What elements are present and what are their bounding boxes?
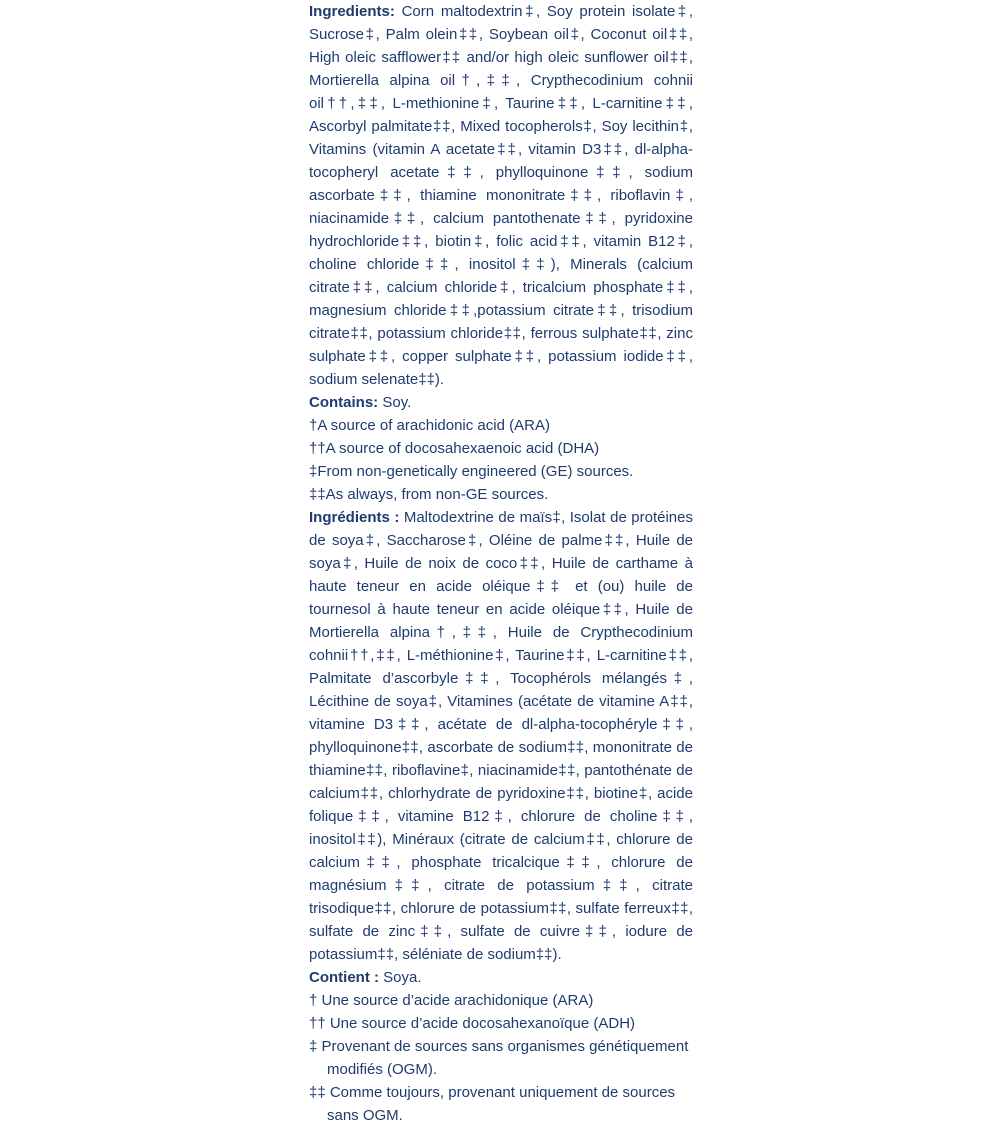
english-footnote-dha: ††A source of docosahexaenoic acid (DHA) bbox=[309, 440, 600, 457]
french-footnote-toujours: ‡‡ Comme toujours, provenant uniquement de sources sans OGM. bbox=[309, 1084, 676, 1124]
english-ingredients-heading: Ingredients: bbox=[309, 3, 395, 20]
english-ingredients-text: Corn maltodextrin‡, Soy protein isolate‡, Sucrose‡, Palm olein‡‡, Soybean oil‡, Coconut oil‡‡, High oleic safflower‡‡ and/or high oleic sunflower oil‡‡, Mortierella alpina oil†,‡‡, Crypthecodinium cohnii oil††,‡‡, L-methionine‡, Taurine‡‡, L-carnitine‡‡, Ascorbyl palmitate‡‡, Mixed tocopherols‡, Soy lecithin‡, Vitamins (vitamin A acetate‡‡, vitamin D3‡‡, dl-alpha-tocopheryl acetate‡‡, phylloquinone‡‡, sodium ascorbate‡‡, thiamine mononitrate‡‡, riboflavin‡, niacinamide‡‡, calcium pantothenate‡‡, pyridoxine hydrochloride‡‡, biotin‡, folic acid‡‡, vitamin B12‡, choline chloride‡‡, inositol‡‡), Minerals (calcium citrate‡‡, calcium chloride‡, tricalcium phosphate‡‡, magnesium chloride‡‡,potassium citrate‡‡, trisodium citrate‡‡, potassium chloride‡‡, ferrous sulphate‡‡, zinc sulphate‡‡, copper sulphate‡‡, potassium iodide‡‡, sodium selenate‡‡). bbox=[309, 3, 693, 388]
ingredients-panel bbox=[309, 0, 693, 1127]
english-ingredients bbox=[309, 0, 693, 391]
french-footnote-ara: † Une source d’acide arachidonique (ARA) bbox=[309, 992, 594, 1009]
french-contains-text: Soya. bbox=[383, 969, 422, 986]
english-contains bbox=[309, 391, 693, 414]
english-contains-text: Soy. bbox=[382, 394, 412, 411]
english-footnote-always-non-ge: ‡‡As always, from non-GE sources. bbox=[309, 486, 549, 503]
french-contains-heading: Contient : bbox=[309, 969, 379, 986]
english-contains-heading: Contains: bbox=[309, 394, 379, 411]
english-footnote-non-ge: ‡From non-genetically engineered (GE) sources. bbox=[309, 463, 634, 480]
french-contains bbox=[309, 966, 693, 989]
french-ingredients bbox=[309, 506, 693, 966]
french-ingredients-text: Maltodextrine de maïs‡, Isolat de protéines de soya‡, Saccharose‡, Oléine de palme‡‡, Huile de soya‡, Huile de noix de coco‡‡, Huile de carthame à haute teneur en acide oléique‡‡ et (ou) huile de tournesol à haute teneur en acide oléique‡‡, Huile de Mortierella alpina†,‡‡, Huile de Crypthecodinium cohnii††,‡‡, L-méthionine‡, Taurine‡‡, L-carnitine‡‡, Palmitate d’ascorbyle‡‡, Tocophérols mélangés‡, Lécithine de soya‡, Vitamines (acétate de vitamine A‡‡, vitamine D3‡‡, acétate de dl-alpha-tocophéryle‡‡, phylloquinone‡‡, ascorbate de sodium‡‡, mononitrate de thiamine‡‡, riboflavine‡, niacinamide‡‡, pantothénate de calcium‡‡, chlorhydrate de pyridoxine‡‡, biotine‡, acide folique‡‡, vitamine B12‡, chlorure de choline‡‡, inositol‡‡), Minéraux (citrate de calcium‡‡, chlorure de calcium‡‡, phosphate tricalcique‡‡, chlorure de magnésium‡‡, citrate de potassium‡‡, citrate trisodique‡‡, chlorure de potassium‡‡, sulfate ferreux‡‡, sulfate de zinc‡‡, sulfate de cuivre‡‡, iodure de potassium‡‡, séléniate de sodium‡‡). bbox=[309, 509, 693, 963]
french-footnote-ogm: ‡ Provenant de sources sans organismes génétiquement modifiés (OGM). bbox=[309, 1038, 689, 1078]
french-footnote-adh: †† Une source d’acide docosahexanoïque (ADH) bbox=[309, 1015, 636, 1032]
english-footnote-ara: †A source of arachidonic acid (ARA) bbox=[309, 417, 550, 434]
french-ingredients-heading: Ingrédients : bbox=[309, 509, 400, 526]
